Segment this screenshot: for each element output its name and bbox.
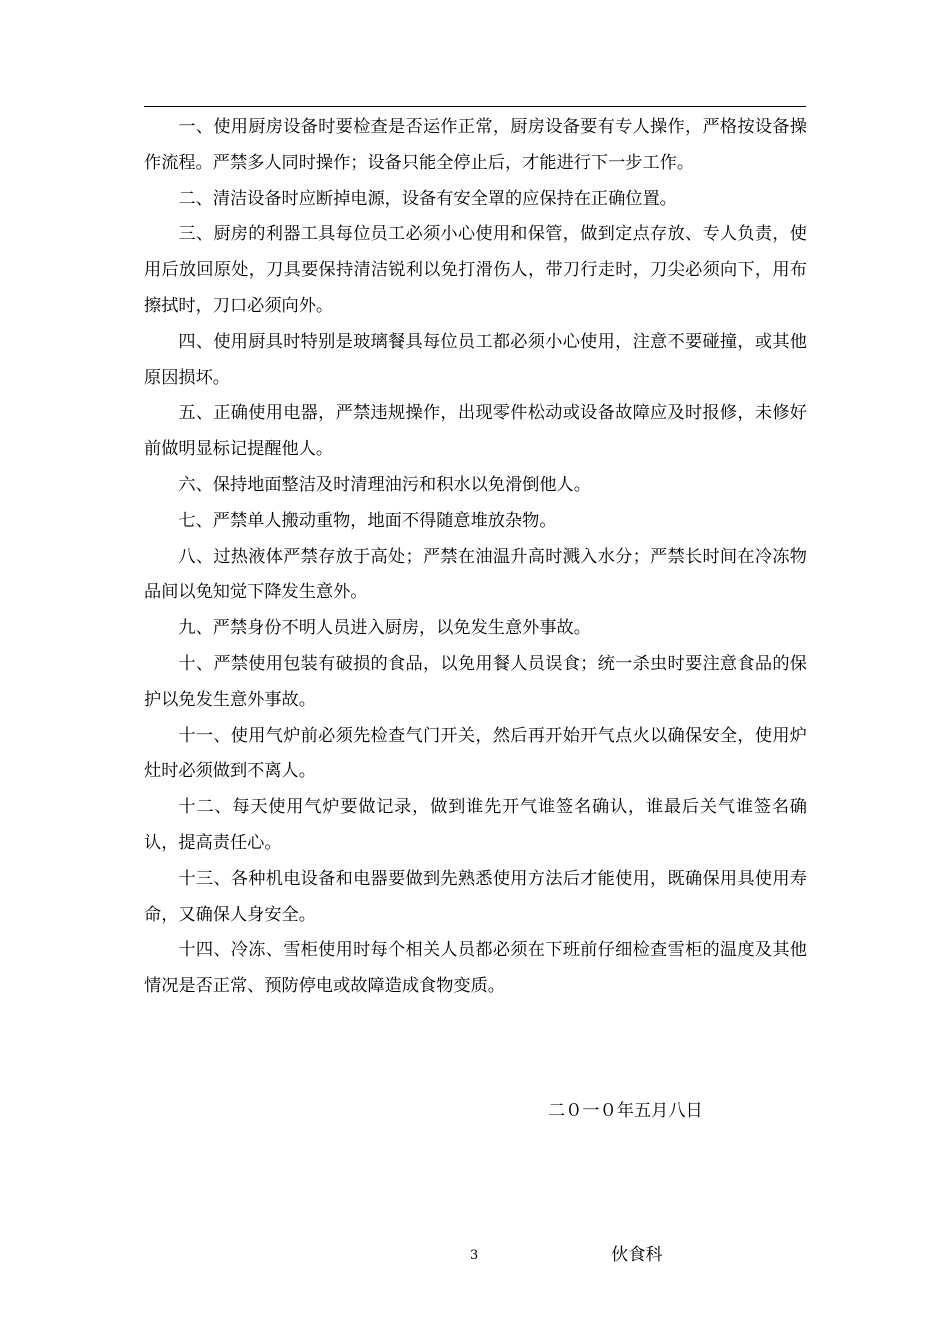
rule-paragraph-6: 六、保持地面整洁及时清理油污和积水以免滑倒他人。 — [178, 474, 591, 495]
rule-paragraph-1: 一、使用厨房设备时要检查是否运作正常，厨房设备要有专人操作，严格按设备操作流程。严禁多人同时操作；设备只能全停止后，才能进行下一步工作。 — [144, 117, 807, 173]
rule-paragraph-9: 九、严禁身份不明人员进入厨房，以免发生意外事故。 — [178, 618, 591, 639]
header-rule — [144, 106, 806, 107]
document-date: 二０一０年五月八日 — [548, 1101, 703, 1121]
rule-paragraph-10: 十、严禁使用包装有破损的食品，以免用餐人员误食；统一杀虫时要注意食品的保护以免发生意外事故。 — [144, 653, 807, 710]
rule-paragraph-8: 八、过热液体严禁存放于高处；严禁在油温升高时溅入水分；严禁长时间在冷冻物品间以免知觉下降发生意外。 — [144, 546, 807, 603]
rule-paragraph-4: 四、使用厨具时特别是玻璃餐具每位员工都必须小心使用，注意不要碰撞，或其他原因损坏。 — [144, 331, 807, 388]
rule-paragraph-14: 十四、冷冻、雪柜使用时每个相关人员都必须在下班前仔细检查雪柜的温度及其他情况是否正常、预防停电或故障造成食物变质。 — [144, 940, 807, 997]
rule-paragraph-13: 十三、各种机电设备和电器要做到先熟悉使用方法后才能使用，既确保用具使用寿命，又确保人身安全。 — [144, 868, 807, 925]
page-number: 3 — [470, 1248, 479, 1263]
rule-paragraph-12: 十二、每天使用气炉要做记录，做到谁先开气谁签名确认，谁最后关气谁签名确认，提高责任心。 — [144, 797, 807, 853]
rule-paragraph-2: 二、清洁设备时应断掉电源，设备有安全罩的应保持在正确位置。 — [178, 188, 677, 209]
rule-paragraph-5: 五、正确使用电器，严禁违规操作，出现零件松动或设备故障应及时报修，未修好前做明显标记提醒他人。 — [144, 403, 807, 460]
rule-paragraph-3: 三、厨房的利器工具每位员工必须小心使用和保管，做到定点存放、专人负责，使用后放回原处，刀具要保持清洁锐利以免打滑伤人，带刀行走时，刀尖必须向下，用布擦拭时，刀口必须向外。 — [144, 224, 807, 316]
regulation-body — [144, 110, 807, 1005]
rule-paragraph-7: 七、严禁单人搬动重物，地面不得随意堆放杂物。 — [178, 510, 557, 531]
issuing-department: 伙食科 — [611, 1245, 663, 1265]
rule-paragraph-11: 十一、使用气炉前必须先检查气门开关，然后再开始开气点火以确保安全，使用炉灶时必须做到不离人。 — [144, 725, 807, 782]
